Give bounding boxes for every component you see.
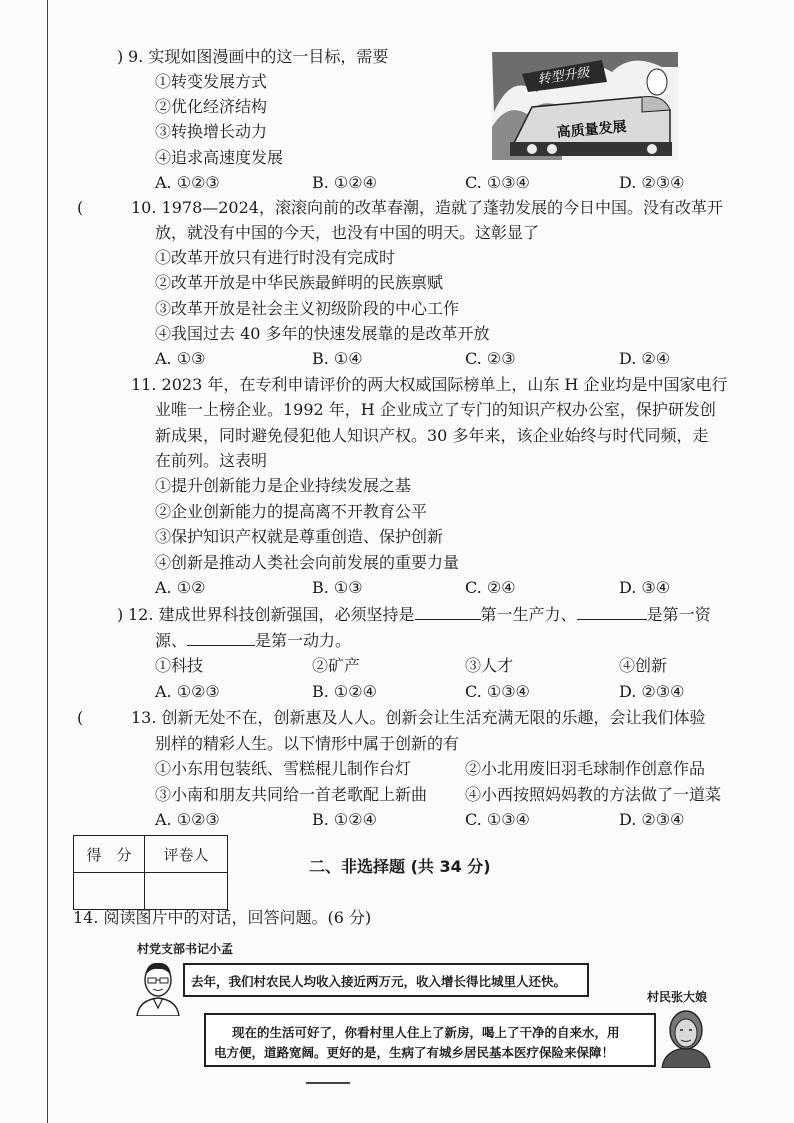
q10-option-b[interactable]: B. ①④ [312,349,363,368]
q11-option-d[interactable]: D. ③④ [619,578,671,597]
q11-item-2: ②企业创新能力的提高离不开教育公平 [155,502,428,521]
resident-speech-line-1: 现在的生活可好了，你看村里人住上了新房，喝上了干净的自来水，用 [232,1025,620,1040]
grader-cell[interactable] [145,873,228,910]
resident-speech-bubble [204,1013,656,1067]
q11-option-c[interactable]: C. ②④ [465,578,516,597]
q10-option-d[interactable]: D. ②④ [619,349,671,368]
q10-stem-line-2: 放，就没有中国的今天，也没有中国的明天。这彰显了 [155,223,540,242]
q12-stem-line-1 [128,604,711,626]
q9-option-c[interactable]: C. ①③④ [465,173,530,192]
q13-stem-line-1: 13. 创新无处不在，创新惠及人人。创新会让生活充满无限的乐趣，会让我们体验 [131,708,706,727]
speaker-resident-label: 村民张大娘 [647,990,708,1004]
q10-item-4: ④我国过去 40 多年的快速发展靠的是改革开放 [155,324,490,343]
q11-stem-line-4: 在前列。这表明 [155,451,268,470]
q13-answer-paren[interactable]: ( [77,708,84,727]
score-cell[interactable] [74,873,145,910]
q9-stem: 9. 实现如图漫画中的这一目标，需要 [128,47,389,66]
q9-item-1: ①转变发展方式 [155,72,268,91]
q12-stem-line-2 [155,630,351,652]
q12-option-b[interactable]: B. ①②④ [312,682,377,701]
q12-stem-c: 是第一资 [646,605,711,624]
q11-option-b[interactable]: B. ①③ [312,578,363,597]
q9-cartoon-image [492,52,678,160]
q10-stem-line-1: 10. 1978—2024，滚滚向前的改革春潮，造就了蓬勃发展的今日中国。没有改革开 [131,198,723,217]
q12-blank-2[interactable] [577,605,647,620]
score-table-header-score: 得 分 [74,836,145,873]
q11-stem-line-3: 新成果，同时避免侵犯他人知识产权。30 多年来，该企业始终与时代同频，走 [155,426,709,445]
q10-option-c[interactable]: C. ②③ [465,349,516,368]
q11-stem-line-2: 业唯一上榜企业。1992 年，H 企业成立了专门的知识产权办公室，保护研发创 [155,400,716,419]
q12-blank-1[interactable] [415,605,481,620]
resident-speech-line-2: 电方便，道路宽阔。更好的是，生病了有城乡居民基本医疗保险来保障！ [214,1045,615,1060]
q12-stem-a: 12. 建成世界科技创新强国，必须坚持是 [128,605,415,624]
q13-option-d[interactable]: D. ②③④ [619,810,685,829]
bottom-scan-mark [306,1082,350,1090]
q9-option-a[interactable]: A. ①②③ [155,173,220,192]
section-2-title: 二、非选择题 (共 34 分) [309,857,491,876]
q13-stem-line-2: 别样的精彩人生。以下情形中属于创新的有 [155,734,460,753]
q9-option-b[interactable]: B. ①②④ [312,173,377,192]
q12-option-a[interactable]: A. ①②③ [155,682,220,701]
q12-answer-paren[interactable]: ) [117,605,124,624]
q13-item-4: ④小西按照妈妈教的方法做了一道菜 [465,785,722,804]
secretary-speech-bubble [183,963,589,997]
q12-stem-e: 是第一动力。 [255,631,352,650]
q12-item-2: ②矿产 [312,656,361,675]
q9-item-3: ③转换增长动力 [155,122,268,141]
q11-item-4: ④创新是推动人类社会向前发展的重要力量 [155,553,460,572]
q11-item-3: ③保护知识产权就是尊重创造、保护创新 [155,527,444,546]
q12-option-d[interactable]: D. ②③④ [619,682,685,701]
speaker-secretary-label: 村党支部书记小孟 [137,942,234,956]
q10-item-1: ①改革开放只有进行时没有完成时 [155,248,396,267]
q14-stem: 14. 阅读图片中的对话，回答问题。(6 分) [73,908,372,927]
q12-stem-b: 第一生产力、 [480,605,577,624]
score-table [73,835,228,910]
resident-avatar [658,1006,714,1068]
q12-option-c[interactable]: C. ①③④ [465,682,530,701]
q13-item-2: ②小北用废旧羽毛球制作创意作品 [465,759,706,778]
q11-item-1: ①提升创新能力是企业持续发展之基 [155,476,412,495]
q11-stem-line-1: 11. 2023 年，在专利申请评价的两大权威国际榜单上，山东 H 企业均是中国家电行 [131,375,728,394]
q12-item-1: ①科技 [155,656,204,675]
q12-item-3: ③人才 [465,656,514,675]
q10-item-2: ②改革开放是中华民族最鲜明的民族禀赋 [155,273,444,292]
q10-item-3: ③改革开放是社会主义初级阶段的中心工作 [155,299,460,318]
q13-item-1: ①小东用包装纸、雪糕棍儿制作台灯 [155,759,412,778]
q12-stem-d: 源、 [155,631,188,650]
q12-blank-3[interactable] [187,631,255,646]
q9-item-2: ②优化经济结构 [155,97,268,116]
q13-option-c[interactable]: C. ①③④ [465,810,530,829]
cartoon-train-text: 高质量发展 [556,118,628,142]
score-table-header-grader: 评卷人 [145,836,228,873]
q10-option-a[interactable]: A. ①③ [155,349,206,368]
secretary-speech-text: 去年，我们村农民人均收入接近两万元，收入增长得比城里人还快。 [191,974,567,989]
secretary-avatar [133,958,183,1016]
q13-item-3: ③小南和朋友共同给一首老歌配上新曲 [155,785,428,804]
cartoon-sign-text: 转型升级 [536,65,591,88]
q13-option-a[interactable]: A. ①②③ [155,810,220,829]
q11-option-a[interactable]: A. ①② [155,578,206,597]
q9-option-d[interactable]: D. ②③④ [619,173,685,192]
q13-option-b[interactable]: B. ①②④ [312,810,377,829]
q10-answer-paren[interactable]: ( [77,198,84,217]
q9-answer-paren[interactable]: ) [117,47,124,66]
binding-margin-line [47,0,48,1123]
q12-item-4: ④创新 [619,656,668,675]
q9-item-4: ④追求高速度发展 [155,148,284,167]
